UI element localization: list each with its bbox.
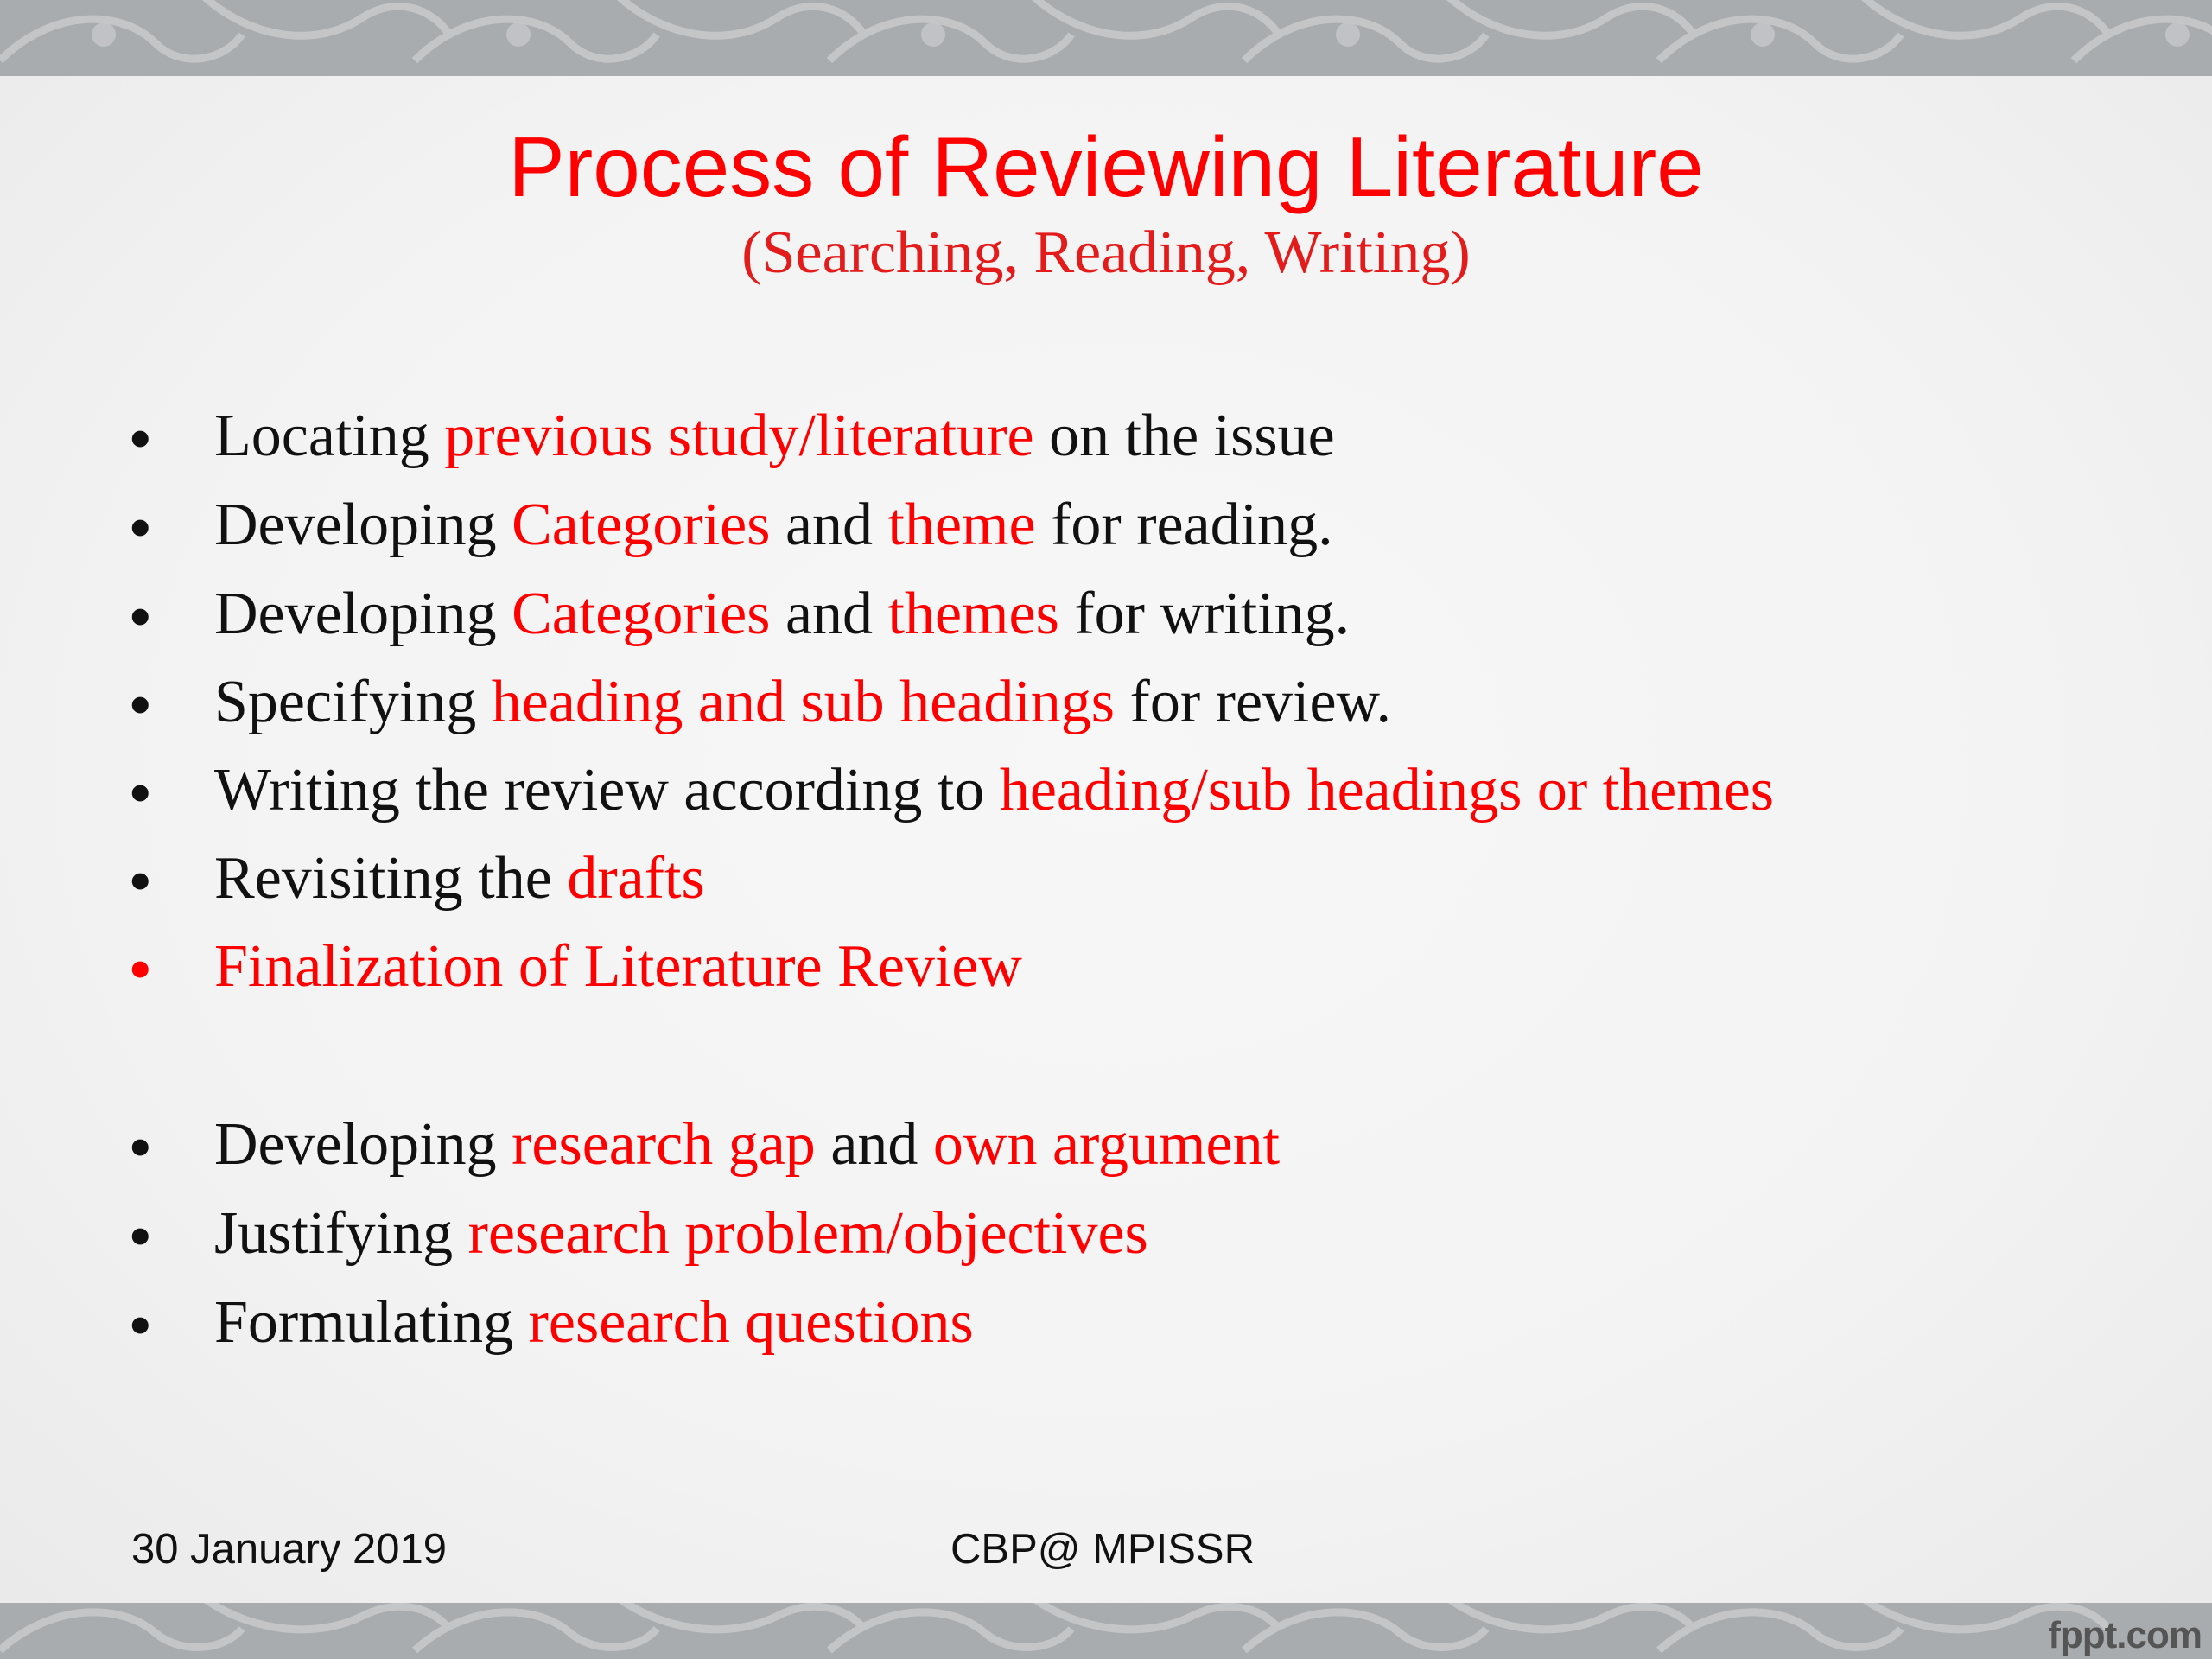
plain-phrase: Writing the review according to (214, 757, 1000, 823)
bullet-marker: • (130, 582, 151, 650)
bullet-text (214, 933, 1022, 1000)
plain-phrase: Developing (214, 1111, 512, 1178)
swirl-pattern-top (0, 0, 2212, 76)
highlighted-phrase: previous study/literature (444, 403, 1034, 469)
swirl-pattern-bottom (0, 1603, 2212, 1659)
top-decorative-band (0, 0, 2212, 76)
bottom-decorative-band (0, 1603, 2212, 1659)
plain-phrase: Justifying (214, 1200, 468, 1267)
footer-organization: CBP@ MPISSR (950, 1526, 1255, 1573)
bullet-marker: • (130, 1291, 151, 1358)
highlighted-phrase: research questions (528, 1289, 974, 1356)
highlighted-phrase: own argument (932, 1111, 1281, 1178)
watermark-logo: fppt.com (2048, 1614, 2202, 1656)
plain-phrase: Developing (214, 581, 512, 647)
highlighted-phrase: theme (887, 492, 1036, 558)
bullet-marker: • (130, 671, 151, 738)
highlighted-phrase: themes (887, 581, 1059, 647)
bullet-marker: • (130, 1202, 151, 1269)
footer-date: 30 January 2019 (131, 1526, 448, 1573)
highlighted-phrase: Finalization of Literature Review (214, 933, 1022, 1000)
bullet-marker: • (130, 847, 151, 914)
bullet-text (214, 1111, 1281, 1178)
plain-phrase: and (770, 492, 888, 558)
bullet-marker: • (130, 493, 151, 561)
plain-phrase: Specifying (214, 669, 492, 735)
plain-phrase: Locating (214, 403, 445, 469)
highlighted-phrase: research gap (512, 1111, 816, 1178)
slide-canvas (0, 76, 2212, 1603)
bullet-text (214, 669, 1392, 735)
plain-phrase: for reading. (1035, 492, 1333, 558)
bullet-text (214, 581, 1351, 647)
plain-phrase: and (815, 1111, 933, 1178)
bullet-text (214, 1200, 1148, 1267)
slide-title: Process of Reviewing Literature (508, 119, 1704, 214)
highlighted-phrase: heading and sub headings (491, 669, 1116, 735)
bullet-text (214, 845, 705, 912)
bullet-marker: • (130, 935, 151, 1002)
highlighted-phrase: Categories (512, 581, 771, 647)
bullet-text (214, 1289, 974, 1356)
highlighted-phrase: Categories (512, 492, 771, 558)
plain-phrase: on the issue (1033, 403, 1335, 469)
bullet-text (214, 403, 1335, 469)
highlighted-phrase: heading/sub headings or themes (999, 757, 1775, 823)
plain-phrase: and (770, 581, 888, 647)
plain-phrase: Developing (214, 492, 512, 558)
bullet-marker: • (130, 1113, 151, 1180)
bullet-marker: • (130, 759, 151, 826)
bullet-marker: • (130, 404, 151, 472)
plain-phrase: for review. (1115, 669, 1392, 735)
highlighted-phrase: drafts (567, 845, 705, 912)
highlighted-phrase: research problem/objectives (467, 1200, 1148, 1267)
slide-subtitle: (Searching, Reading, Writing) (741, 219, 1471, 286)
plain-phrase: Formulating (214, 1289, 529, 1356)
plain-phrase: Revisiting the (214, 845, 568, 912)
bullet-text (214, 492, 1333, 558)
plain-phrase: for writing. (1058, 581, 1351, 647)
bullet-text (214, 757, 1775, 823)
